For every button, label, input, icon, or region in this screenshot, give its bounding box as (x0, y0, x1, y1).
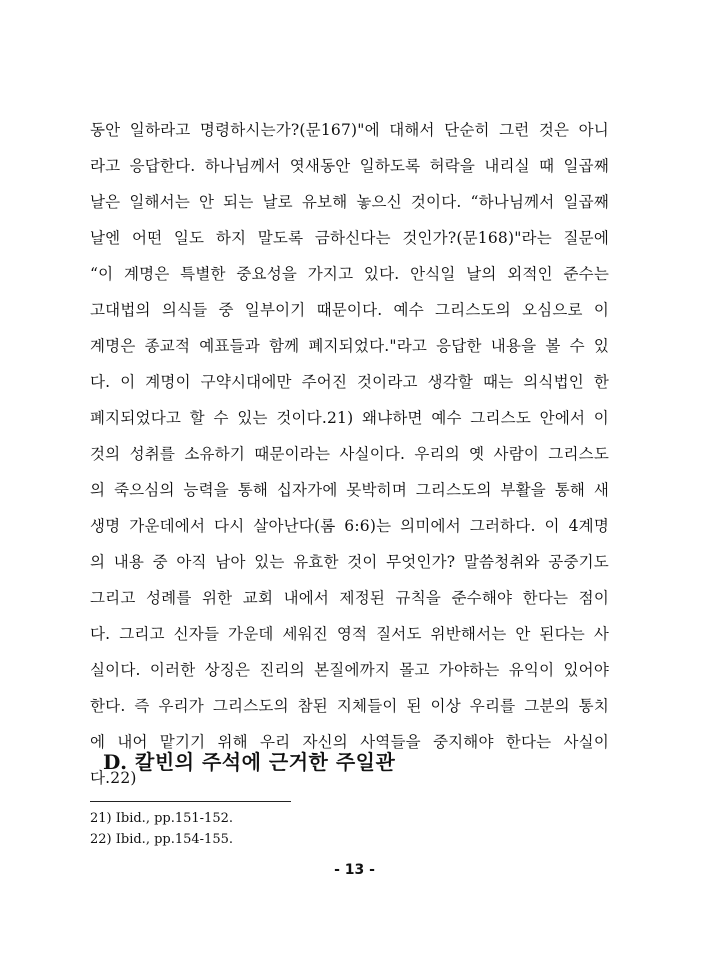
body-line: 생명 가운데에서 다시 살아난다(롬 6:6)는 의미에서 그러하다. 이 4계명 (90, 517, 609, 535)
body-line: 에 내어 맡기기 위해 우리 자신의 사역들을 중지해야 한다는 사실이 (90, 733, 609, 751)
footnote-22: 22) Ibid., pp.154-155. (90, 832, 234, 847)
body-line: 다. 이 계명이 구약시대에만 주어진 것이라고 생각할 때는 의식법인 한 (90, 373, 609, 391)
body-line: 것의 성취를 소유하기 때문이라는 사실이다. 우리의 옛 사람이 그리스도 (90, 445, 609, 463)
body-line: 폐지되었다고 할 수 있는 것이다.21) 왜냐하면 예수 그리스도 안에서 이 (90, 409, 609, 427)
body-line: 의 죽으심의 능력을 통해 십자가에 못박히며 그리스도의 부활을 통해 새 (90, 481, 609, 499)
body-line: 의 내용 중 아직 남아 있는 유효한 것이 무엇인가? 말씀청취와 공중기도 (90, 553, 609, 571)
page-number: - 13 - (334, 862, 375, 878)
footnote-21: 21) Ibid., pp.151-152. (90, 811, 234, 826)
body-line: 그리고 성례를 위한 교회 내에서 제정된 규칙을 준수해야 한다는 점이 (90, 589, 609, 607)
footnotes (90, 808, 233, 850)
body-line: 다. 그리고 신자들 가운데 세워진 영적 질서도 위반해서는 안 된다는 사 (90, 625, 609, 643)
body-line: 동안 일하라고 명령하시는가?(문167)"에 대해서 단순히 그런 것은 아니 (90, 121, 609, 139)
body-line: 라고 응답한다. 하나님께서 엿새동안 일하도록 허락을 내리실 때 일곱째 (90, 157, 609, 175)
body-line: “이 계명은 특별한 중요성을 가지고 있다. 안식일 날의 외적인 준수는 (90, 265, 609, 283)
footnote-divider (90, 801, 291, 802)
body-line: 실이다. 이러한 상징은 진리의 본질에까지 몰고 가야하는 유익이 있어야 (90, 661, 609, 679)
body-line: 한다. 즉 우리가 그리스도의 참된 지체들이 된 이상 우리를 그분의 통치 (90, 697, 609, 715)
section-heading: D. 칼빈의 주석에 근거한 주일관 (103, 750, 396, 774)
body-line: 계명은 종교적 예표들과 함께 폐지되었다."라고 응답한 내용을 볼 수 있 (90, 337, 609, 355)
body-line: 다.22) (90, 769, 137, 787)
body-line: 고대법의 의식들 중 일부이기 때문이다. 예수 그리스도의 오심으로 이 (90, 301, 609, 319)
body-text (90, 112, 609, 796)
body-line: 날엔 어떤 일도 하지 말도록 금하신다는 것인가?(문168)"라는 질문에 (90, 229, 609, 247)
body-line: 날은 일해서는 안 되는 날로 유보해 놓으신 것이다. “하나님께서 일곱째 (90, 193, 609, 211)
